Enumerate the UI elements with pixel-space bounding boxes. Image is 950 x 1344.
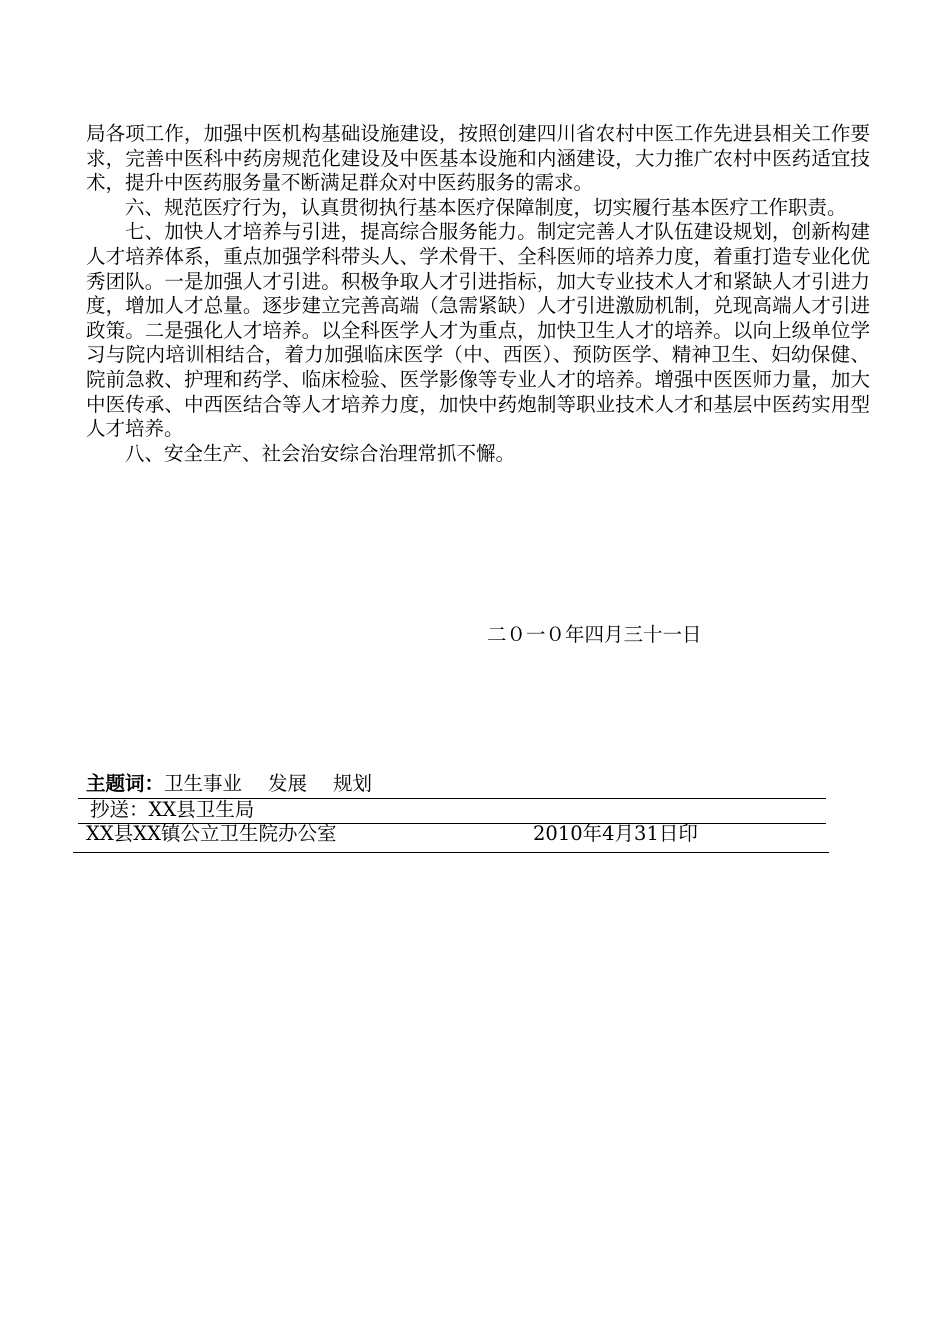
cc-line: 抄送：XX县卫生局: [90, 798, 255, 821]
subject-words: [164, 772, 398, 795]
print-date: 2010年4月31日印: [533, 822, 698, 845]
paragraph-section-eight: 八、安全生产、社会治安综合治理常抓不懈。: [125, 441, 516, 465]
document-body: [86, 122, 870, 466]
subject-word: 规划: [333, 772, 373, 795]
document-date: 二０一０年四月三十一日: [487, 623, 702, 646]
subject-words-row: [86, 772, 398, 796]
paragraph-continuation: 局各项工作，加强中医机构基础设施建设，按照创建四川省农村中医工作先进县相关工作要求，完善中医科中药房规范化建设及中医基本设施和内涵建设，大力推广农村中医药适宜技术，提升中医药服务量不断满足群众对中医药服务的需求。: [86, 122, 870, 195]
subject-word: 卫生事业: [164, 772, 243, 795]
footer-rule-bottom: [73, 852, 829, 853]
subject-label: 主题词：: [86, 772, 165, 795]
paragraph-section-six: 六、规范医疗行为，认真贯彻执行基本医疗保障制度，切实履行基本医疗工作职责。: [125, 195, 847, 219]
subject-word: 发展: [268, 772, 308, 795]
paragraph-section-seven: 七、加快人才培养与引进，提高综合服务能力。制定完善人才队伍建设规划，创新构建人才培养体系，重点加强学科带头人、学术骨干、全科医师的培养力度，着重打造专业化优秀团队。一是加强人才引进。积极争取人才引进指标，加大专业技术人才和紧缺人才引进力度，增加人才总量。逐步建立完善高端（急需紧缺）人才引进激励机制，兑现高端人才引进政策。二是强化人才培养。以全科医学人才为重点，加快卫生人才的培养。以向上级单位学习与院内培训相结合，着力加强临床医学（中、西医）、预防医学、精神卫生、妇幼保健、院前急救、护理和药学、临床检验、医学影像等专业人才的培养。增强中医医师力量，加大中医传承、中西医结合等人才培养力度，加快中药炮制等职业技术人才和基层中医药实用型人才培养。: [86, 220, 870, 441]
issuing-office: XX县XX镇公立卫生院办公室: [86, 822, 337, 845]
